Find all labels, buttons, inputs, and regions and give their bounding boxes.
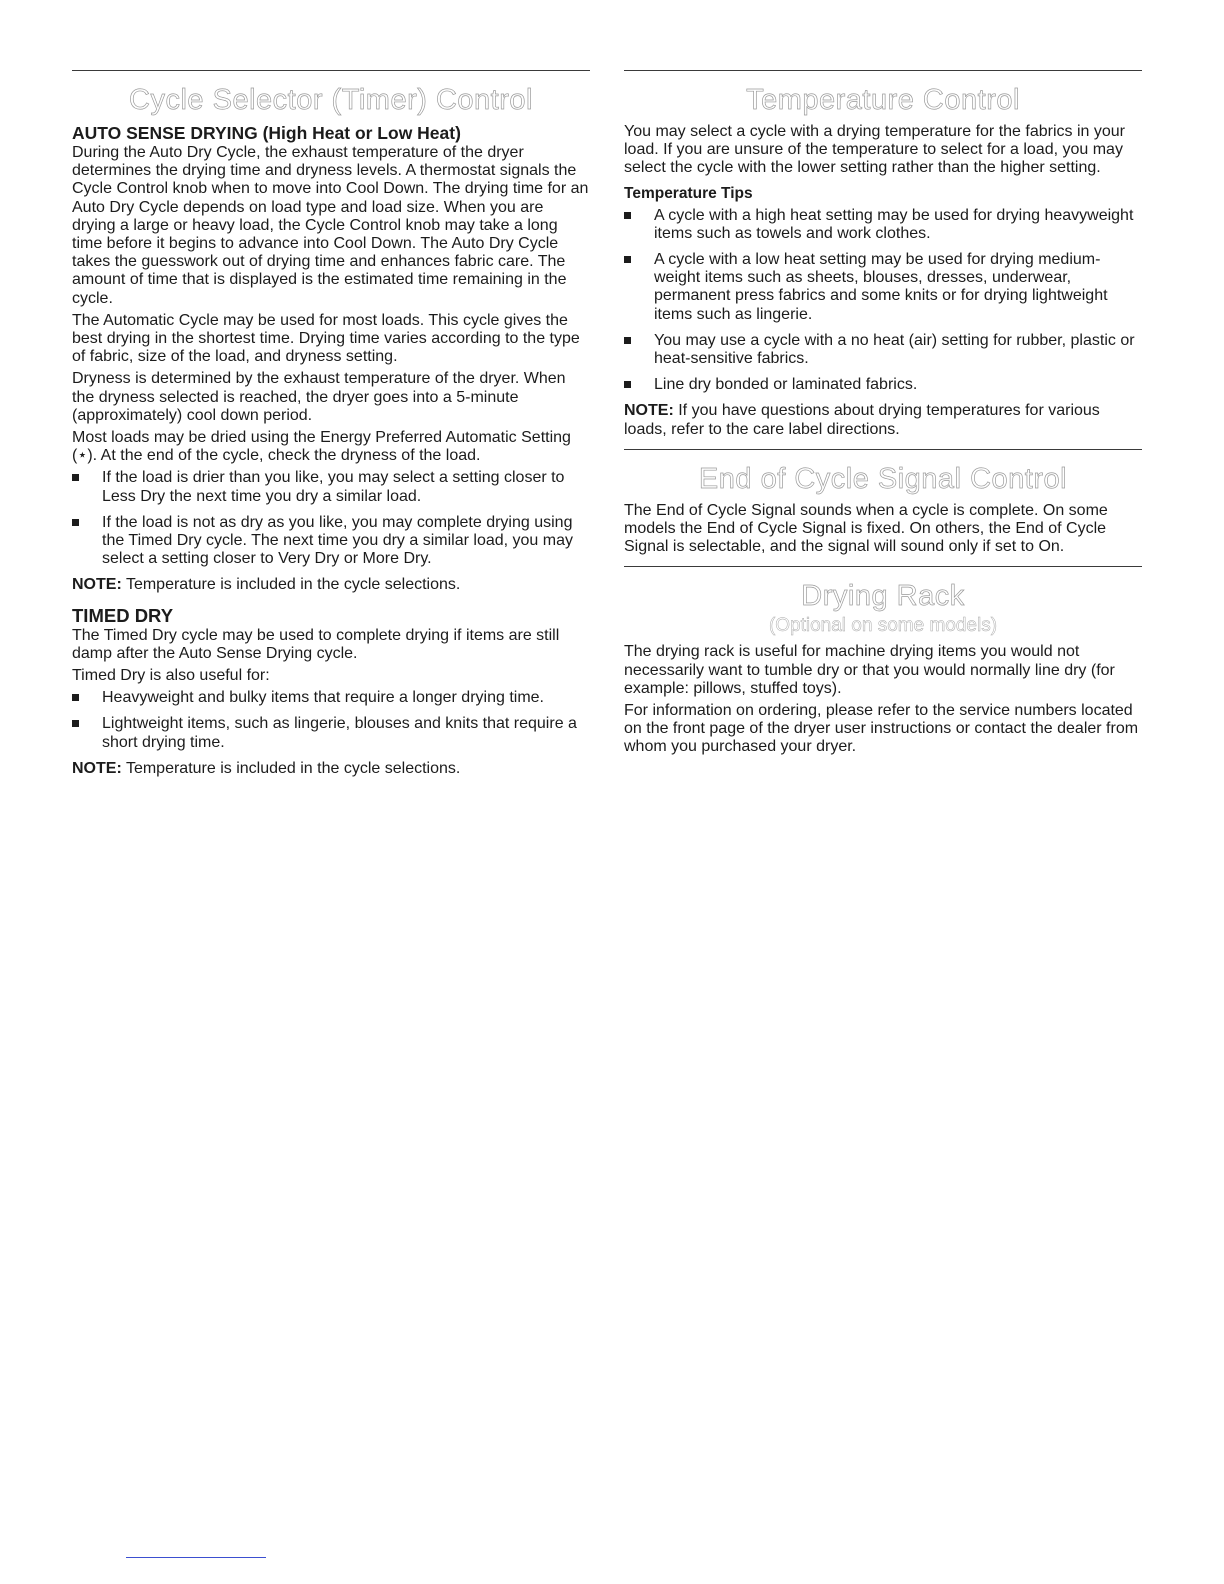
left-column — [72, 70, 590, 782]
list-item-text: You may use a cycle with a no heat (air) setting for rubber, plastic or heat-sensitive fabrics. — [654, 331, 1135, 368]
bullet-icon — [72, 519, 79, 526]
note-label: NOTE: — [624, 402, 674, 420]
temp-bullet-list — [624, 207, 1142, 395]
list-item — [624, 251, 1142, 324]
auto-note — [72, 576, 590, 594]
section-divider — [624, 566, 1142, 567]
list-item-text: A cycle with a high heat setting may be used for drying heavyweight items such as towels and work clothes. — [654, 206, 1134, 242]
bullet-icon — [624, 256, 631, 263]
list-item-text: If the load is not as dry as you like, you may complete drying using the Timed Dry cycle. The next time you dry a similar load, you may select a setting closer to Very Dry or More Dry. — [102, 513, 573, 568]
list-item-text: Heavyweight and bulky items that require a longer drying time. — [102, 689, 544, 707]
timed-bullet-list — [72, 689, 590, 752]
list-item — [624, 207, 1142, 243]
timed-paragraph-1: The Timed Dry cycle may be used to complete drying if items are still damp after the Auto Sense Drying cycle. — [72, 626, 560, 662]
list-item — [624, 332, 1142, 368]
timed-note — [72, 760, 590, 778]
auto-paragraph-3: Dryness is determined by the exhaust temperature of the dryer. When the dryness selected is reached, the dryer goes into a 5-minute (approximately) cool down period. — [72, 370, 566, 424]
rack-paragraph-2: For information on ordering, please refer to the service numbers located on the front page of the dryer user instructions or contact the dealer from whom you purchased your dryer. — [624, 702, 1139, 756]
auto-paragraph-2: The Automatic Cycle may be used for most loads. This cycle gives the best drying in the shortest time. Drying time varies according to the type of fabric, size of the load, and dryness setting. — [72, 311, 580, 366]
note-label: NOTE: — [72, 576, 122, 594]
section-title-drying-rack: Drying Rack — [801, 580, 965, 613]
bullet-icon — [624, 212, 631, 219]
list-item-text: If the load is drier than you like, you may select a setting closer to Less Dry the next time you dry a similar load. — [102, 469, 565, 505]
temp-note — [624, 402, 1142, 438]
list-item-text: Line dry bonded or laminated fabrics. — [654, 376, 918, 394]
list-item — [72, 514, 590, 569]
bullet-icon — [624, 337, 631, 344]
note-text: Temperature is included in the cycle selections. — [125, 576, 461, 594]
bullet-icon — [72, 720, 79, 727]
section-subtitle-drying-rack: (Optional on some models) — [768, 615, 998, 637]
timed-paragraph-2: Timed Dry is also useful for: — [72, 667, 270, 685]
bullet-icon — [72, 694, 79, 701]
list-item — [72, 689, 590, 707]
auto-paragraph-4: Most loads may be dried using the Energy Preferred Automatic Setting (⋆). At the end of the cycle, check the dryness of the load. — [72, 429, 571, 465]
section-divider — [624, 70, 1142, 71]
section-divider — [624, 449, 1142, 450]
list-item — [72, 469, 590, 505]
note-label: NOTE: — [72, 759, 122, 777]
list-item-text: A cycle with a low heat setting may be used for drying medium-weight items such as sheets, blouses, dresses, underwear, permanent press fabrics and some knits or for drying lightweight items such as lingerie. — [654, 251, 1108, 323]
section-title-end-of-cycle: End of Cycle Signal Control — [698, 462, 1068, 495]
auto-bullet-list — [72, 469, 590, 568]
temperature-tips-heading: Temperature Tips — [624, 184, 753, 202]
bullet-icon — [72, 474, 79, 481]
footer-rule — [126, 1557, 266, 1558]
section-divider — [72, 70, 590, 71]
rack-paragraph-1: The drying rack is useful for machine drying items you would not necessarily want to tumble dry or that you would normally line dry (for example: pillows, stuffed toys). — [624, 643, 1115, 697]
right-column — [624, 70, 1142, 761]
temp-intro: You may select a cycle with a drying temperature for the fabrics in your load. If you are unsure of the temperature to select for a load, you may select the cycle with the lower setting rather than the higher setting. — [624, 123, 1125, 177]
timed-dry-heading: TIMED DRY — [72, 604, 174, 626]
section-title-temperature: Temperature Control — [746, 84, 1020, 116]
auto-sense-heading: AUTO SENSE DRYING (High Heat or Low Heat) — [72, 123, 461, 143]
bullet-icon — [624, 381, 631, 388]
section-title-cycle-selector: Cycle Selector (Timer) Control — [129, 84, 533, 116]
list-item — [624, 376, 1142, 394]
note-text: If you have questions about drying temperatures for various loads, refer to the care label directions. — [624, 402, 1100, 438]
list-item-text: Lightweight items, such as lingerie, blouses and knits that require a short drying time. — [102, 715, 577, 751]
auto-paragraph-1: During the Auto Dry Cycle, the exhaust temperature of the dryer determines the drying time and dryness levels. A thermostat signals the Cycle Control knob when to move into Cool Down. The drying time for an Auto Dry Cycle depends on load type and load size. When you are drying a large or heavy load, the Cycle Control knob may take a long time before it begins to advance into Cool Down. The Auto Dry Cycle takes the guesswork out of drying time and enhances fabric care. The amount of time that is displayed is the estimated time remaining in the cycle. — [72, 144, 589, 307]
note-text: Temperature is included in the cycle selections. — [125, 759, 461, 777]
list-item — [72, 715, 590, 751]
signal-text: The End of Cycle Signal sounds when a cycle is complete. On some models the End of Cycle Signal is fixed. On others, the End of Cycle Signal is selectable, and the signal will sound only if set to On. — [624, 501, 1108, 556]
